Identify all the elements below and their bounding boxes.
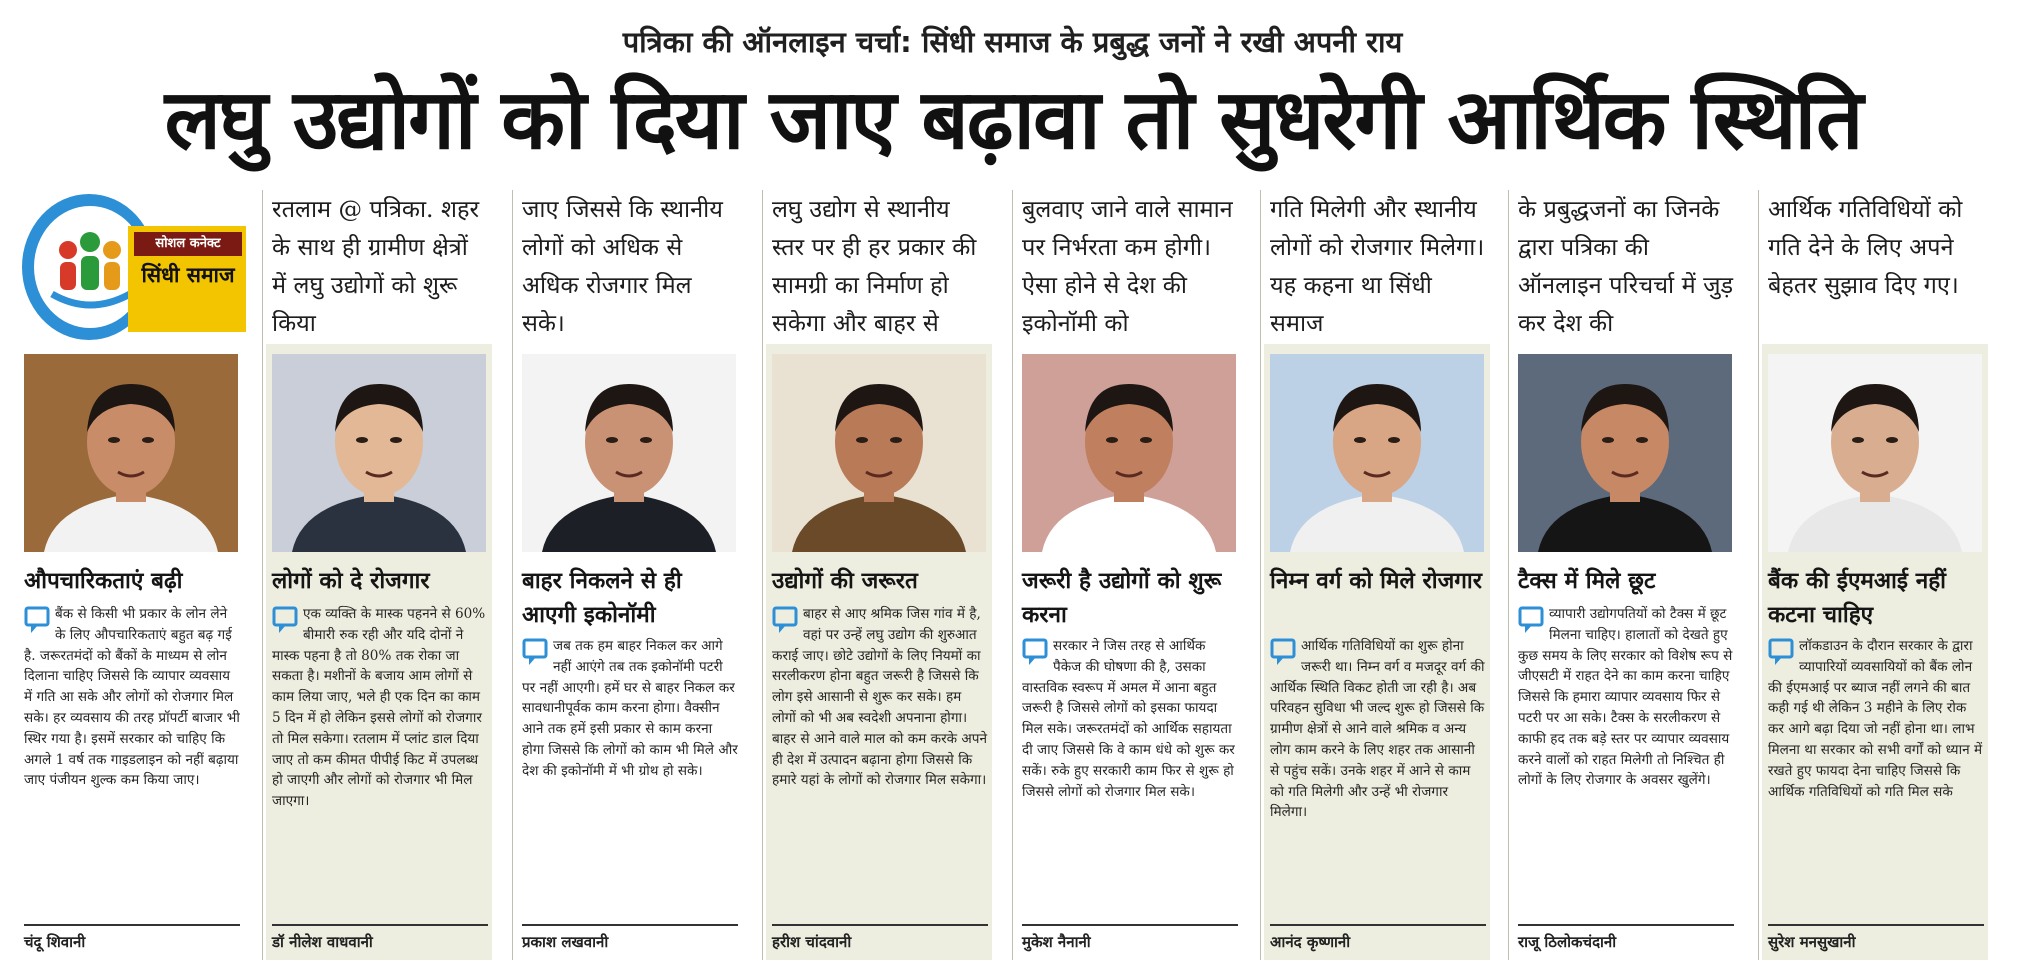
article-body (522, 636, 738, 906)
column-divider (1260, 190, 1261, 960)
quote-icon (522, 638, 548, 666)
quote-icon (1518, 606, 1544, 634)
column-divider (512, 190, 513, 960)
intro-text: के प्रबुद्धजनों का जिनके द्वारा पत्रिका की ऑनलाइन परिचर्चा में जुड़ कर देश की (1518, 195, 1734, 337)
article-column (516, 190, 742, 960)
logo-title: सिंधी समाज (141, 263, 235, 287)
article-body-text: आर्थिक गतिविधियों का शुरू होना जरूरी था। निम्न वर्ग व मजदूर वर्ग की आर्थिक स्थिति विकट होती जा रही है। अब परिवहन सुविधा भी जल्द शुरू हो जिससे कि ग्रामीण क्षेत्रों से आने वाले श्रमिक व अन्य लोग काम करने के लिए शहर तक आसानी से पहुंच सकें। उनके शहर में आने से काम को गति मिलेगी और उन्हें भी रोजगार मिलेगा। (1270, 638, 1485, 821)
column-divider (1758, 190, 1759, 960)
column-divider (762, 190, 763, 960)
article-subhead: उद्योगों की जरूरत (772, 568, 918, 594)
quote-icon (772, 606, 798, 634)
contributor-name: मुकेश नैनानी (1022, 924, 1238, 952)
contributor-photo (1768, 354, 1982, 552)
article-column (1264, 190, 1490, 960)
column-divider (1012, 190, 1013, 960)
article-body-text: एक व्यक्ति के मास्क पहनने से 60% बीमारी रुक रही और यदि दोनों ने मास्क पहना है तो 80% तक रोका जा सकता है। मशीनों के बजाय आम लोगों से काम लिया जाए, भले ही एक दिन का काम 5 दिन में हो लेकिन इससे लोगों को रोजगार तो मिल सकेगा। रतलाम में प्लांट डाल दिया जाए तो कम कीमत पीपीई किट में उपलब्ध हो जाएगी और लोगों को रोजगार भी मिल जाएगा। (272, 606, 486, 810)
article-body (1768, 636, 1984, 904)
article-body (24, 604, 240, 904)
article-subhead: निम्न वर्ग को मिले रोजगार (1270, 568, 1482, 594)
intro-text (24, 190, 240, 342)
article-body (272, 604, 488, 904)
article-subhead: बैंक की ईएमआई नहीं कटना चाहिए (1768, 568, 1946, 628)
article-subhead: बाहर निकलने से ही आएगी इकोनॉमी (522, 568, 682, 628)
intro-text: गति मिलेगी और स्थानीय लोगों को रोजगार मिलेगा। यह कहना था सिंधी समाज (1270, 195, 1485, 337)
intro-text: रतलाम @ पत्रिका. शहर के साथ ही ग्रामीण क्षेत्रों में लघु उद्योगों को शुरू किया (272, 195, 480, 337)
column-divider (262, 190, 263, 960)
contributor-photo (772, 354, 986, 552)
contributor-name: प्रकाश लखवानी (522, 924, 738, 952)
article-body-text: बैंक से किसी भी प्रकार के लोन लेने के लिए औपचारिकताएं बहुत बढ़ गई है. जरूरतमंदों को बैंकों के माध्यम से लोन दिलाना चाहिए जिससे कि व्यापार व्यवसाय में गति आ सके और लोगों को रोजगार मिल सके। हर व्यवसाय की तरह प्रॉपर्टी बाजार भी स्थिर गया है। इसमें सरकार को चाहिए कि अगले 1 वर्ष तक गाइडलाइन को नहीं बढ़ाया जाए पंजीयन शुल्क कम किया जाए। (24, 606, 240, 789)
portrait-photo (24, 354, 238, 552)
article-column (766, 190, 992, 960)
contributor-name: राजू ठिलोकचंदानी (1518, 924, 1734, 952)
contributor-name: आनंद कृष्णानी (1270, 924, 1486, 952)
contributor-name: सुरेश मनसुखानी (1768, 924, 1984, 952)
article-body (1270, 636, 1486, 904)
portrait-photo (772, 354, 986, 552)
intro-text: लघु उद्योग से स्थानीय स्तर पर ही हर प्रकार की सामग्री का निर्माण हो सकेगा और बाहर से (772, 195, 977, 337)
quote-icon (1270, 638, 1296, 666)
contributor-photo (24, 354, 238, 552)
portrait-photo (1768, 354, 1982, 552)
headline: लघु उद्योगों को दिया जाए बढ़ावा तो सुधरेगी आर्थिक स्थिति (164, 71, 1862, 168)
contributor-photo (1518, 354, 1732, 552)
article-subhead: औपचारिकताएं बढ़ी (24, 568, 183, 594)
article-subhead: टैक्स में मिले छूट (1518, 568, 1656, 594)
quote-icon (272, 606, 298, 634)
article-body-text: बाहर से आए श्रमिक जिस गांव में है, वहां पर उन्हें लघु उद्योग की शुरुआत कराई जाए। छोटे उद्योगों के लिए नियमों का सरलीकरण होना बहुत जरूरी है जिससे कि लोग इसे आसानी से शुरू कर सके। हम लोगों को भी अब स्वदेशी अपनाना होगा। बाहर से आने वाले माल को कम करके अपने ही देश में उत्पादन बढ़ाना होगा जिससे कि हमारे यहां के लोगों को रोजगार मिल सकेगा। (772, 606, 988, 789)
logo-tag: सोशल कनेक्ट (134, 232, 242, 256)
quote-icon (1768, 638, 1794, 666)
article-body-text: सरकार ने जिस तरह से आर्थिक पैकेज की घोषणा की है, उसका वास्तविक स्वरूप में अमल में आना बहुत जरूरी है जिससे लोगों को इसका फायदा मिल सके। जरूरतमंदों को आर्थिक सहायता दी जाए जिससे कि वे काम धंधे को शुरू कर सकें। रुके हुए सरकारी काम फिर से शुरू हो जिससे लोगों को रोजगार मिल सके। (1022, 638, 1235, 800)
quote-icon (24, 606, 50, 634)
article-column (1512, 190, 1738, 960)
contributor-name: हरीश चांदवानी (772, 924, 988, 952)
article-subhead: जरूरी है उद्योगों को शुरू करना (1022, 568, 1222, 628)
article-column (1016, 190, 1242, 960)
portrait-photo (272, 354, 486, 552)
contributor-photo (272, 354, 486, 552)
portrait-photo (1518, 354, 1732, 552)
column-divider (1508, 190, 1509, 960)
contributor-photo (1022, 354, 1236, 552)
article-body (772, 604, 988, 904)
portrait-photo (1022, 354, 1236, 552)
article-body-text: व्यापारी उद्योगपतियों को टैक्स में छूट मिलना चाहिए। हालातों को देखते हुए कुछ समय के लिए सरकार को विशेष रूप से जीएसटी में राहत देने का काम करना चाहिए जिससे कि हमारा व्यापार व्यवसाय फिर से पटरी पर आ सके। टैक्स के सरलीकरण से काफी हद तक बड़े स्तर पर व्यापार व्यवसाय करने वालों को राहत मिलेगी तो निश्चित ही लोगों के लिए रोजगार के अवसर खुलेंगे। (1518, 606, 1733, 789)
contributor-photo (1270, 354, 1484, 552)
article-column (18, 190, 244, 960)
portrait-photo (1270, 354, 1484, 552)
article-body-text: जब तक हम बाहर निकल कर आगे नहीं आएंगे तब तक इकोनॉमी पटरी पर नहीं आएगी। हमें घर से बाहर निकल कर सावधानीपूर्वक काम करना होगा। वैक्सीन आने तक हमें इसी प्रकार से काम करना होगा जिससे कि लोगों को काम भी मिले और देश की इकोनॉमी में भी ग्रोथ हो सके। (522, 638, 738, 779)
contributor-name: चंदू शिवानी (24, 924, 240, 952)
portrait-photo (522, 354, 736, 552)
article-column (266, 190, 492, 960)
intro-text: बुलवाए जाने वाले सामान पर निर्भरता कम होगी। ऐसा होने से देश की इकोनॉमी को (1022, 195, 1233, 337)
contributor-name: डॉ नीलेश वाधवानी (272, 924, 488, 952)
article-body-text: लॉकडाउन के दौरान सरकार के द्वारा व्यापारियों व्यवसायियों को बैंक लोन की ईएमआई पर ब्याज नहीं लगने की बात कही गई थी लेकिन 3 महीने के लिए रोक कर आगे बढ़ा दिया जो नहीं होना था। लाभ मिलना था सरकार को सभी वर्गों को ध्यान में रखते हुए फायदा देना चाहिए जिससे कि आर्थिक गतिविधियों को गति मिल सके (1768, 638, 1983, 800)
quote-icon (1022, 638, 1048, 666)
article-body (1518, 604, 1734, 904)
kicker-line: पत्रिका की ऑनलाइन चर्चा: सिंधी समाज के प्रबुद्ध जनों ने रखी अपनी राय (622, 25, 1403, 59)
intro-text: जाए जिससे कि स्थानीय लोगों को अधिक से अधिक रोजगार मिल सके। (522, 195, 723, 337)
article-subhead: लोगों को दे रोजगार (272, 568, 430, 594)
article-body (1022, 636, 1238, 904)
intro-text: आर्थिक गतिविधियों को गति देने के लिए अपने बेहतर सुझाव दिए गए। (1768, 195, 1963, 299)
contributor-photo (522, 354, 736, 552)
article-column (1762, 190, 1988, 960)
